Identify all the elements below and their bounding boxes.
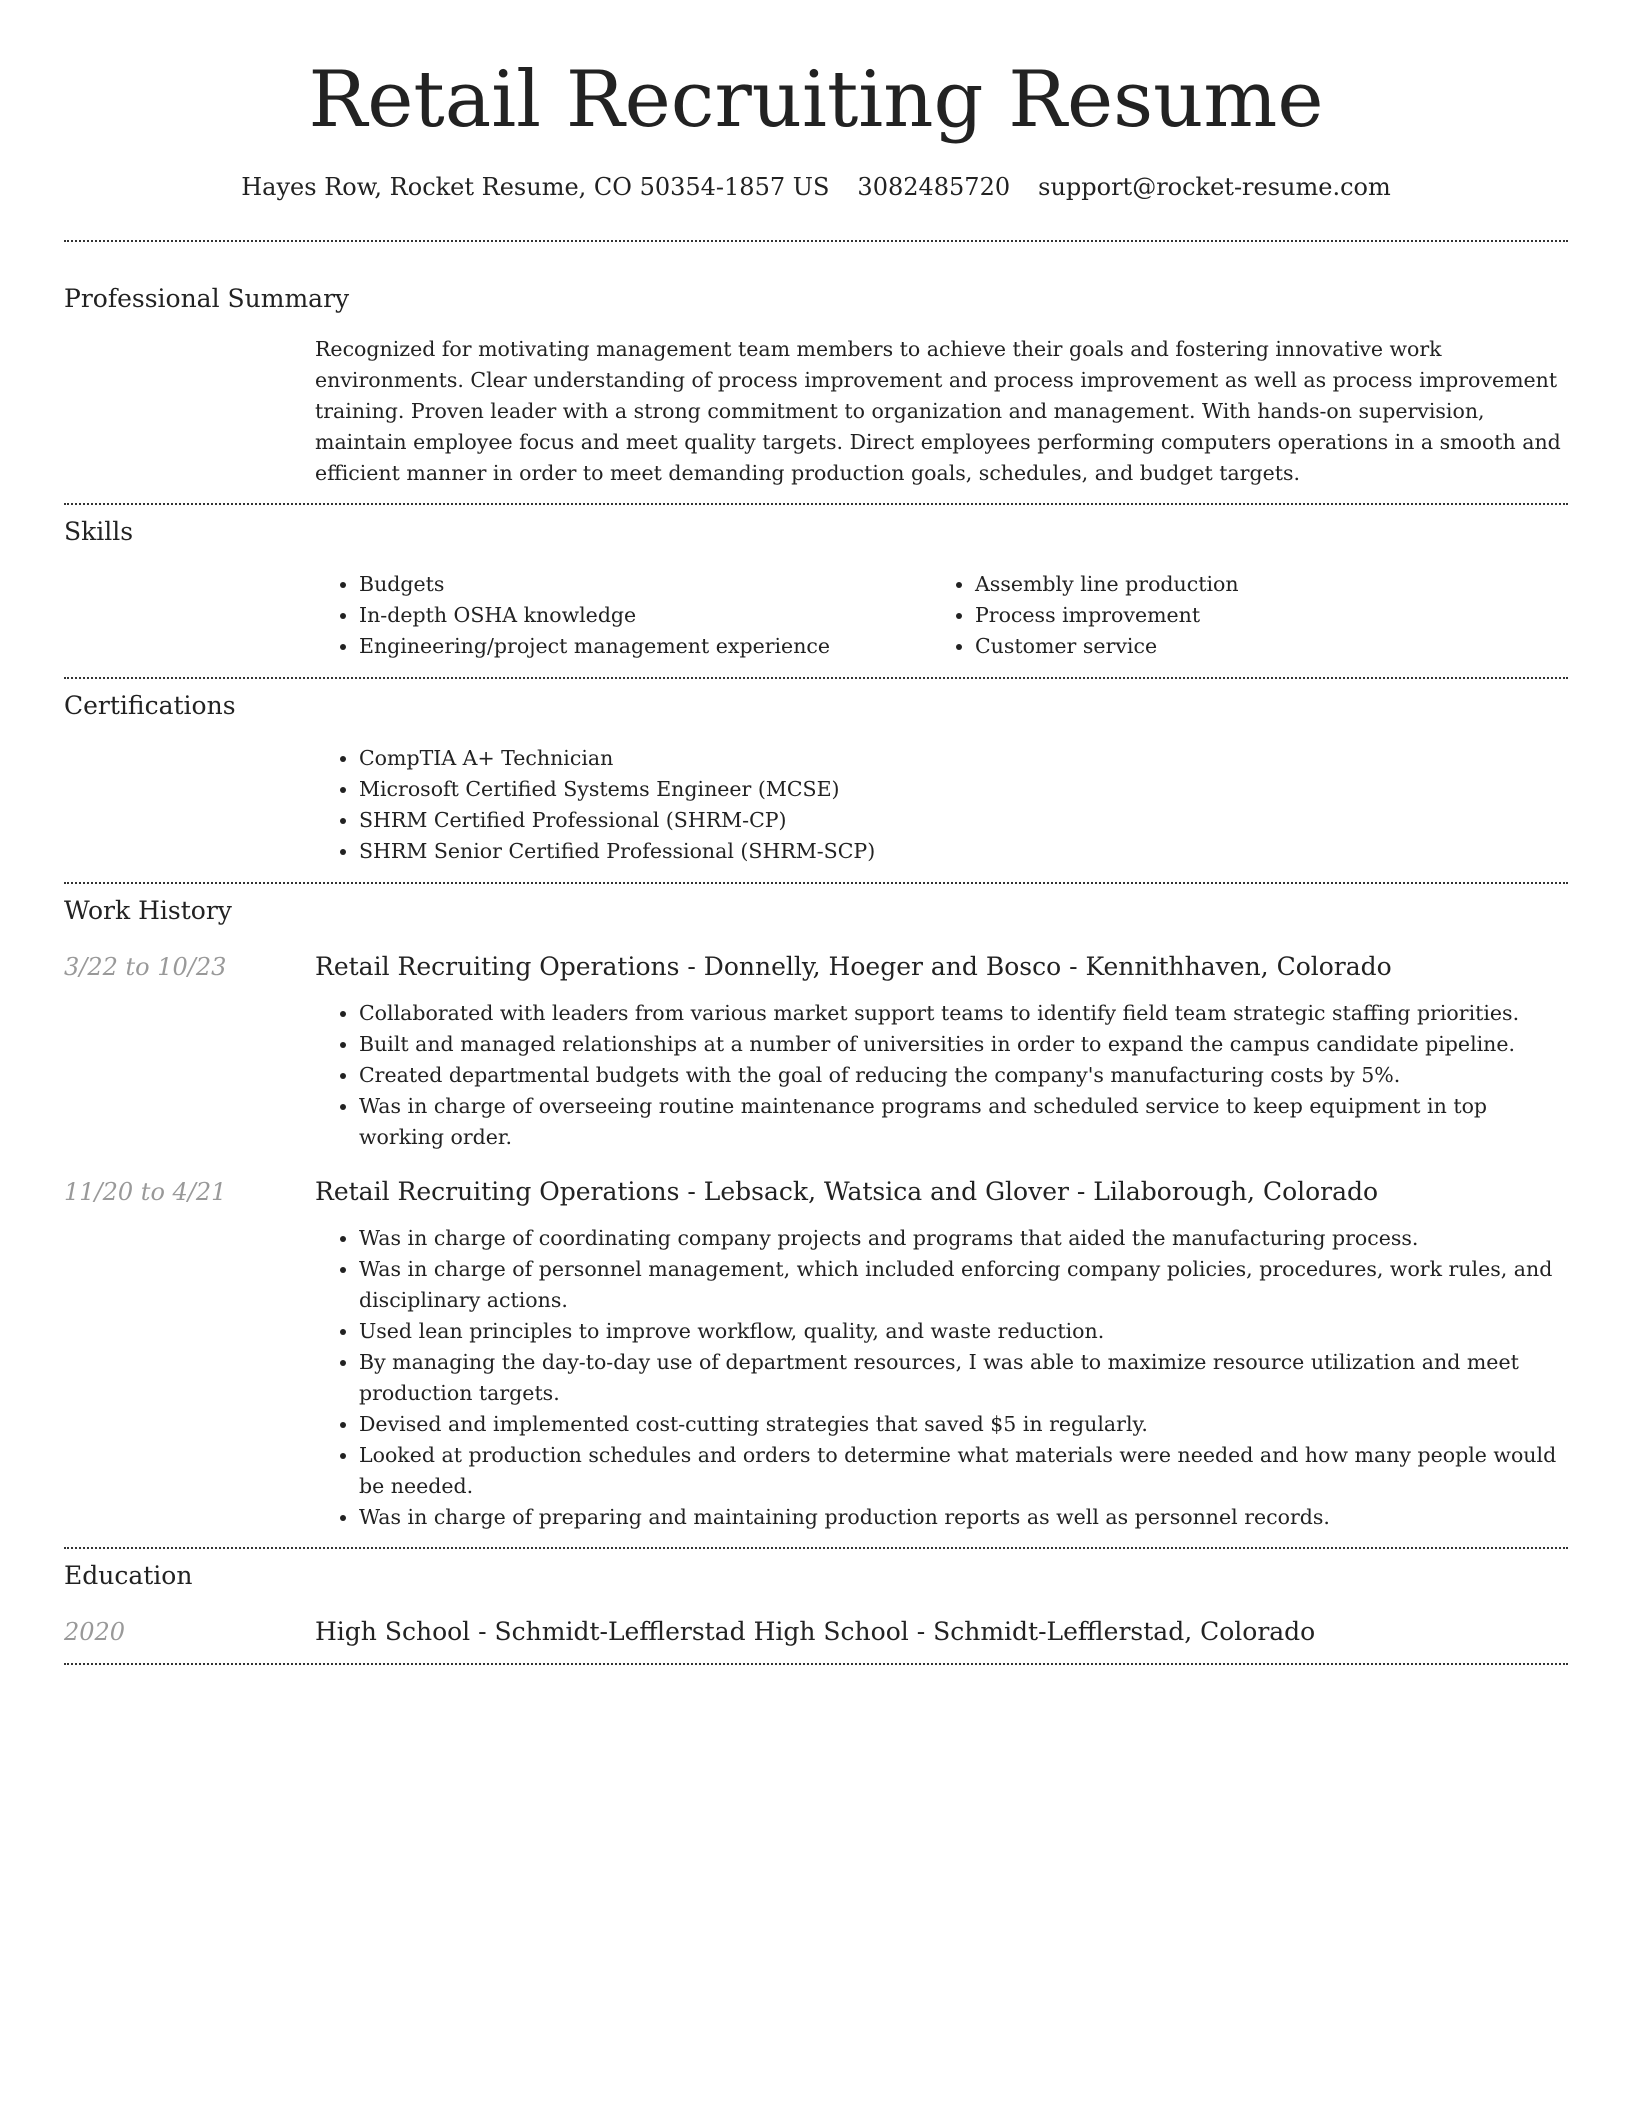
contact-line <box>64 170 1568 204</box>
skill-item: • In-depth OSHA knowledge <box>359 600 931 631</box>
resume-page <box>64 0 1568 1665</box>
resume-name: Retail Recruiting Resume <box>308 55 1324 145</box>
certification-item: • CompTIA A+ Technician <box>359 743 1568 774</box>
section-title-summary: Professional Summary <box>64 284 350 313</box>
summary-text: Recognized for motivating management team members to achieve their goals and fostering innovative work environments. Clear understanding of process improvement and process improvement as well as process improvement training. Proven leader with a strong commitment to organization and management. With hands-on supervision, maintain employee focus and meet quality targets. Direct employees performing computers operations in a smooth and efficient manner in order to meet demanding production goals, schedules, and budget targets. <box>315 337 1561 485</box>
section-title-work-history: Work History <box>64 896 232 925</box>
education-entry <box>64 1615 1568 1649</box>
divider <box>64 1663 1568 1665</box>
skill-item: • Budgets <box>359 569 931 600</box>
job-bullet: • Was in charge of personnel management, which included enforcing company policies, procedures, work rules, and disciplinary actions. <box>359 1254 1568 1316</box>
certifications-section <box>64 679 1568 867</box>
certifications-list <box>315 743 1568 867</box>
job-heading: Retail Recruiting Operations - Lebsack, Watsica and Glover - Lilaborough, Colorado <box>315 1177 1379 1206</box>
job-bullet: • Was in charge of preparing and maintaining production reports as well as personnel records. <box>359 1502 1568 1533</box>
certification-item: • Microsoft Certified Systems Engineer (MCSE) <box>359 774 1568 805</box>
job-bullet: • Devised and implemented cost-cutting strategies that saved $5 in regularly. <box>359 1409 1568 1440</box>
job-entry <box>64 1175 1568 1533</box>
job-bullets <box>315 1223 1568 1533</box>
section-title-skills: Skills <box>64 517 134 546</box>
resume-header <box>64 0 1568 204</box>
job-bullet: • By managing the day-to-day use of department resources, I was able to maximize resource utilization and meet production targets. <box>359 1347 1568 1409</box>
certification-item: • SHRM Certified Professional (SHRM-CP) <box>359 805 1568 836</box>
skill-item: • Process improvement <box>975 600 1547 631</box>
contact-address: Hayes Row, Rocket Resume, CO 50354-1857 US <box>241 173 830 201</box>
skills-list-left <box>315 569 931 662</box>
contact-phone: 3082485720 <box>857 173 1011 201</box>
work-history-section <box>64 884 1568 1533</box>
job-bullet: • Created departmental budgets with the goal of reducing the company's manufacturing costs by 5%. <box>359 1060 1568 1091</box>
education-heading: High School - Schmidt-Lefflerstad High School - Schmidt-Lefflerstad, Colorado <box>315 1617 1316 1646</box>
education-date: 2020 <box>64 1618 126 1646</box>
job-heading: Retail Recruiting Operations - Donnelly, Hoeger and Bosco - Kennithhaven, Colorado <box>315 952 1392 981</box>
job-bullets <box>315 998 1568 1153</box>
skills-grid <box>315 569 1568 662</box>
skill-item: • Customer service <box>975 631 1547 662</box>
job-dates: 3/22 to 10/23 <box>64 953 227 981</box>
skills-section <box>64 505 1568 662</box>
job-dates: 11/20 to 4/21 <box>64 1178 227 1206</box>
job-bullet: • Used lean principles to improve workflow, quality, and waste reduction. <box>359 1316 1568 1347</box>
job-bullet: • Collaborated with leaders from various market support teams to identify field team strategic staffing priorities. <box>359 998 1568 1029</box>
job-bullet: • Was in charge of coordinating company projects and programs that aided the manufacturing process. <box>359 1223 1568 1254</box>
job-bullet: • Built and managed relationships at a number of universities in order to expand the campus candidate pipeline. <box>359 1029 1568 1060</box>
job-entry <box>64 950 1568 1153</box>
job-bullet: • Looked at production schedules and orders to determine what materials were needed and how many people would be needed. <box>359 1440 1568 1502</box>
skills-list-right <box>931 569 1547 662</box>
education-section <box>64 1549 1568 1649</box>
certification-item: • SHRM Senior Certified Professional (SHRM-SCP) <box>359 836 1568 867</box>
section-title-education: Education <box>64 1561 193 1590</box>
summary-section <box>64 242 1568 489</box>
skill-item: • Assembly line production <box>975 569 1547 600</box>
skill-item: • Engineering/project management experience <box>359 631 931 662</box>
contact-email: support@rocket-resume.com <box>1038 173 1391 201</box>
job-bullet: • Was in charge of overseeing routine maintenance programs and scheduled service to keep equipment in top working order. <box>359 1091 1568 1153</box>
section-title-certifications: Certifications <box>64 691 236 720</box>
